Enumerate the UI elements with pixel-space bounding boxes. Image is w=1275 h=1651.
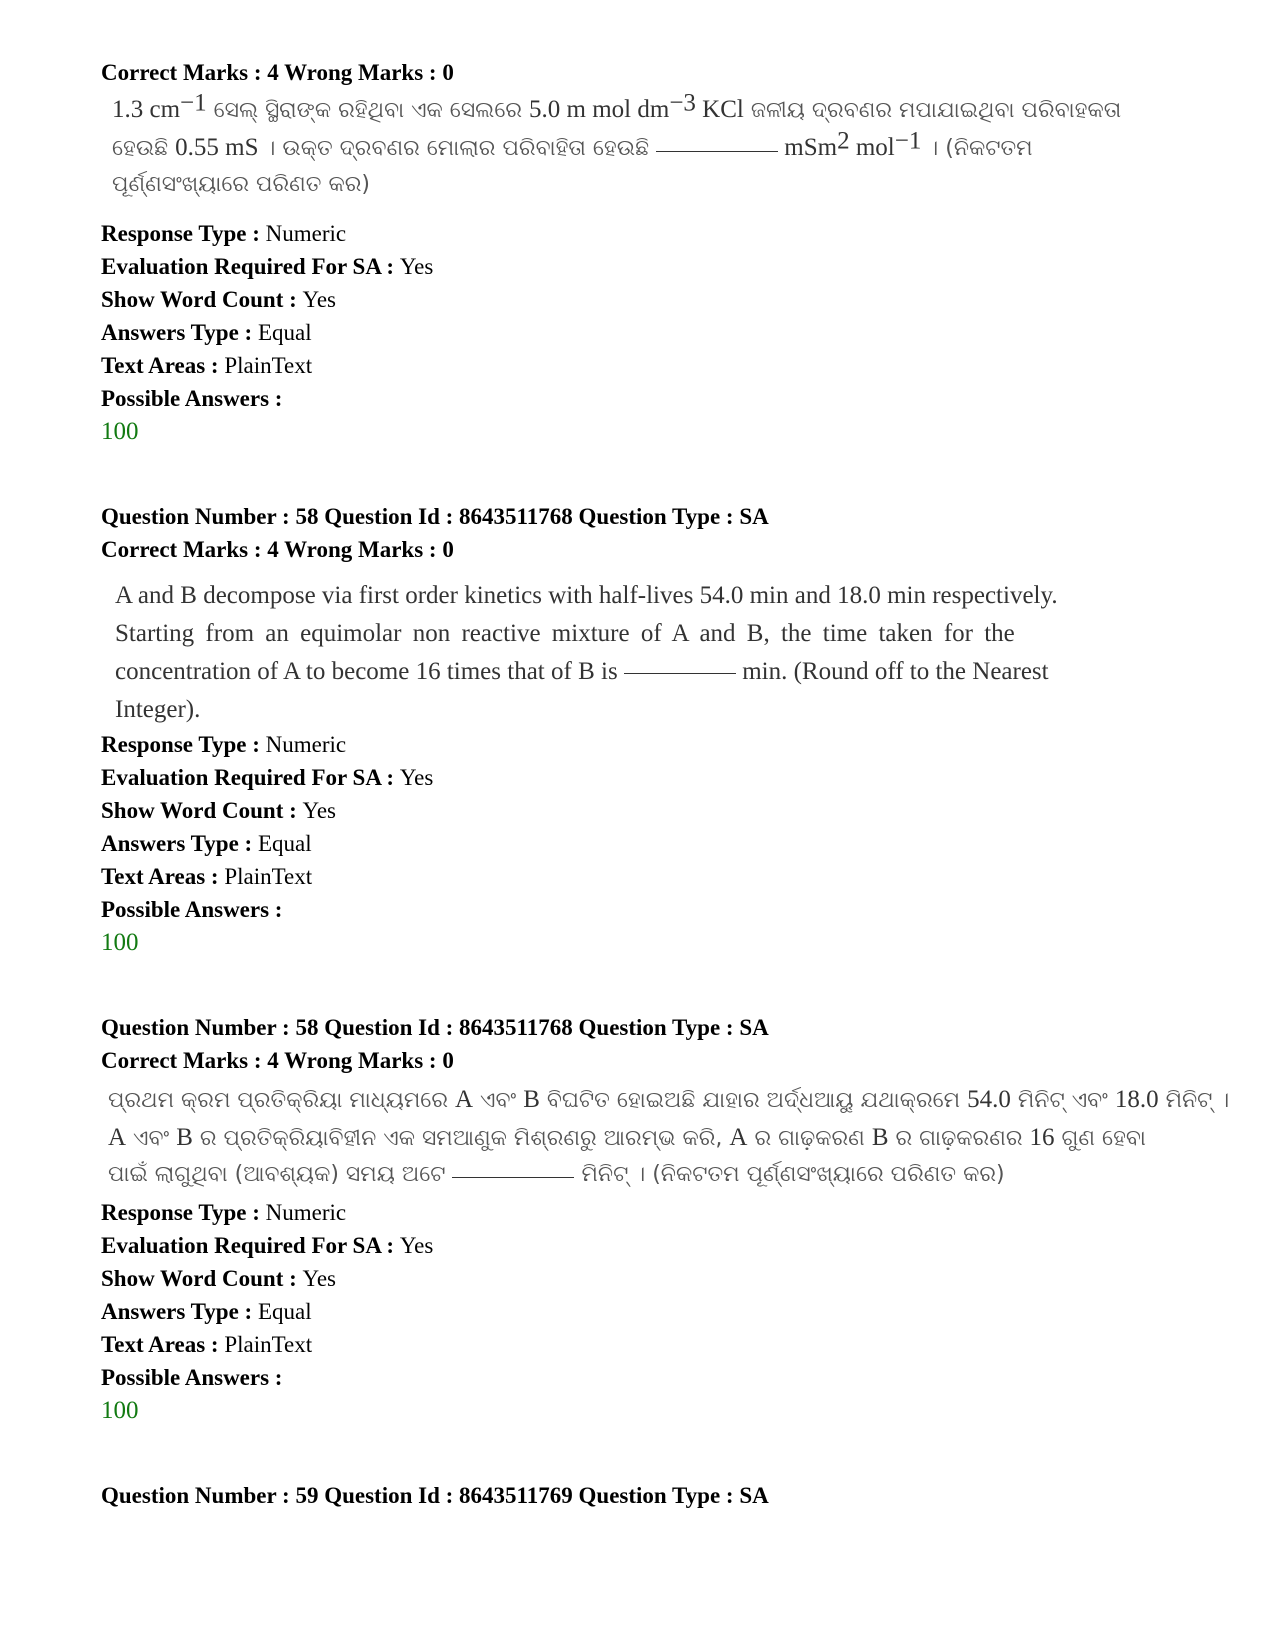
- question-row: concentration of A to become 16 times that of B is min. (Round off to the Nearest: [115, 658, 1049, 685]
- question-row: Integer).: [115, 696, 201, 723]
- question-row: ପୂର୍ଣ୍ଣସଂଖ୍ୟାରେ ପରିଣତ କର): [112, 172, 370, 197]
- possible-answer-value: 100: [101, 929, 139, 956]
- wrong-marks-label: Wrong Marks :: [278, 60, 443, 85]
- word-count-line: Show Word Count : Yes: [101, 798, 336, 823]
- question-type: SA: [739, 1015, 769, 1040]
- question-number: 58: [295, 1015, 319, 1040]
- answer-blank: [452, 1176, 574, 1178]
- possible-answers-line: Possible Answers :: [101, 1365, 283, 1390]
- question-header: Question Number : 59 Question Id : 8643511769 Question Type : SA: [101, 1483, 769, 1508]
- question-row: A ଏବଂ B ର ପ୍ରତିକ୍ରିୟାବିହୀନ ଏକ ସମଆଣୁକ ମିଶ୍ରଣରୁ ଆରମ୍ଭ କରି, A ର ଗାଢ଼କରଣ B ର ଗାଢ଼କରଣର 16 ଗୁଣ ହେବା: [108, 1124, 1146, 1151]
- question-header: Question Number : 58 Question Id : 8643511768 Question Type : SA: [101, 504, 769, 529]
- correct-marks-value: 4: [267, 60, 279, 85]
- text-areas-line: Text Areas : PlainText: [101, 864, 313, 889]
- question-row: ହେଉଛି 0.55 mS । ଉକ୍ତ ଦ୍ରବଣର ମୋଲାର ପରିବାହିତା ହେଉଛି mSm$^2$ mol$^{-1}$ । (ନିକଟତମ: [112, 127, 1033, 161]
- marks-line: Correct Marks : 4 Wrong Marks : 0: [101, 1048, 454, 1073]
- wrong-marks-value: 0: [442, 60, 454, 85]
- answer-blank: [656, 150, 778, 152]
- response-type-line: Response Type : Numeric: [101, 732, 347, 757]
- question-row: 1.3 $cm^{-1}$ ସେଲ୍ ସ୍ଥିରାଙ୍କ ରହିଥିବା ଏକ ସେଲରେ 5.0 m mol $dm^{-3}$ KCl ଜଳୀୟ ଦ୍ରବଣର ମପାଯାଇଥିବା ପରିବାହକତା: [112, 89, 1122, 123]
- question-number: 58: [295, 504, 319, 529]
- question-id: 8643511768: [459, 1015, 573, 1040]
- possible-answer-value: 100: [101, 1397, 139, 1424]
- text-areas-line: Text Areas : PlainText: [101, 353, 313, 378]
- question-id: 8643511769: [459, 1483, 573, 1508]
- evaluation-line: Evaluation Required For SA : Yes: [101, 254, 434, 279]
- answers-type-line: Answers Type : Equal: [101, 1299, 312, 1324]
- question-type: SA: [739, 1483, 769, 1508]
- question-header: Question Number : 58 Question Id : 8643511768 Question Type : SA: [101, 1015, 769, 1040]
- response-type-line: Response Type : Numeric: [101, 221, 347, 246]
- question-number: 59: [295, 1483, 319, 1508]
- question-type: SA: [739, 504, 769, 529]
- response-type-line: Response Type : Numeric: [101, 1200, 347, 1225]
- possible-answers-line: Possible Answers :: [101, 897, 283, 922]
- question-row: A and B decompose via first order kinetics with half-lives 54.0 min and 18.0 min respectively.: [115, 582, 1058, 609]
- possible-answers-line: Possible Answers :: [101, 386, 283, 411]
- word-count-line: Show Word Count : Yes: [101, 1266, 336, 1291]
- correct-marks-label: Correct Marks :: [101, 60, 268, 85]
- evaluation-line: Evaluation Required For SA : Yes: [101, 765, 434, 790]
- answer-blank: [624, 672, 736, 674]
- marks-line: [101, 58, 454, 88]
- question-row: ପାଇଁ ଲାଗୁଥିବା (ଆବଶ୍ୟକ) ସମୟ ଅଟେ ମିନିଟ୍ । (ନିକଟତମ ପୂର୍ଣ୍ଣସଂଖ୍ୟାରେ ପରିଣତ କର): [108, 1162, 1005, 1187]
- text-areas-line: Text Areas : PlainText: [101, 1332, 313, 1357]
- word-count-line: Show Word Count : Yes: [101, 287, 336, 312]
- answers-type-line: Answers Type : Equal: [101, 320, 312, 345]
- question-id: 8643511768: [459, 504, 573, 529]
- possible-answer-value: 100: [101, 418, 139, 445]
- marks-line: Correct Marks : 4 Wrong Marks : 0: [101, 537, 454, 562]
- question-row: ପ୍ରଥମ କ୍ରମ ପ୍ରତିକ୍ରିୟା ମାଧ୍ୟମରେ A ଏବଂ B ବିଘଟିତ ହୋଇଅଛି ଯାହାର ଅର୍ଦ୍ଧଆୟୁ ଯଥାକ୍ରମେ 54.0 ମିନିଟ୍ ଏବଂ 18.0 ମିନିଟ୍ ।: [108, 1086, 1230, 1113]
- evaluation-line: Evaluation Required For SA : Yes: [101, 1233, 434, 1258]
- question-row: Starting from an equimolar non reactive mixture of A and B, the time taken for the: [115, 620, 1015, 647]
- answers-type-line: Answers Type : Equal: [101, 831, 312, 856]
